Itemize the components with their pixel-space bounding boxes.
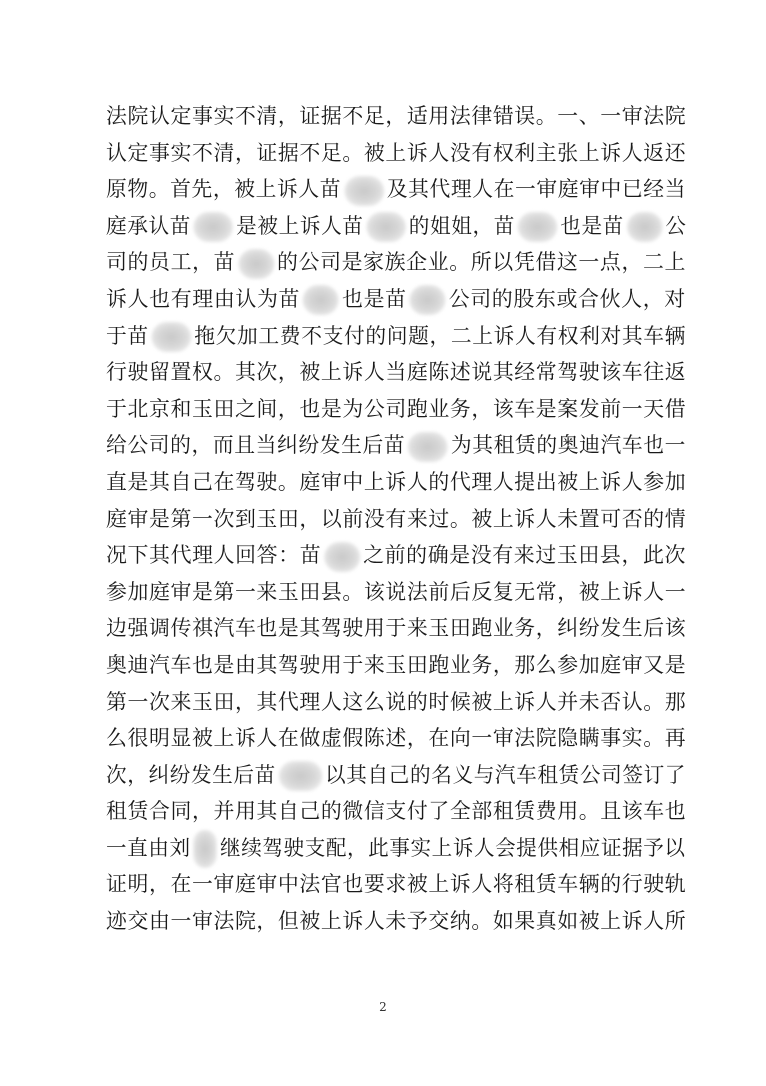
text-line-6: 诉人也有理由认为苗 也是苗 公司的股东或合伙人，对 (106, 281, 685, 318)
text-line-18: 么很明显被上诉人在做虚假陈述，在向一审法院隐瞒事实。再 (106, 726, 687, 751)
redaction-blur (279, 761, 322, 791)
redaction-blur (518, 212, 557, 242)
text-line-4: 庭承认苗 是被上诉人苗 的姐姐，苗 也是苗 公 (106, 208, 676, 245)
text-line-21: 一直由刘 继续驾驶支配，此事实上诉人会提供相应证据予以 (106, 830, 674, 867)
document-body (106, 98, 686, 940)
redaction-blur (344, 176, 384, 206)
redaction-blur (238, 249, 274, 279)
text-line-3: 原物。首先，被上诉人苗 及其代理人在一审庭审中已经当 (106, 171, 680, 208)
text-line-13: 况下其代理人回答：苗 之前的确是没有来过玉田县，此次 (106, 537, 684, 574)
redaction-blur (194, 830, 218, 868)
text-line-15: 边强调传祺汽车也是其驾驶用于来玉田跑业务，纠纷发生后该 (106, 616, 687, 641)
text-line-5: 司的员工，苗 的公司是家族企业。所以凭借这一点，二上 (106, 244, 684, 281)
text-line-17: 第一次来玉田，其代理人这么说的时候被上诉人并未否认。那 (106, 689, 687, 714)
text-line-23: 迹交由一审法院，但被上诉人未予交纳。如果真如被上诉人所 (106, 909, 687, 934)
text-line-12: 庭审是第一次到玉田，以前没有来过。被上诉人未置可否的情 (106, 506, 687, 531)
text-line-8: 行驶留置权。其次，被上诉人当庭陈述说其经常驾驶该车往返 (106, 360, 687, 385)
redaction-blur (627, 212, 662, 242)
redaction-blur (324, 542, 360, 572)
redaction-blur (303, 285, 339, 315)
text-line-11: 直是其自己在驾驶。庭审中上诉人的代理人提出被上诉人参加 (106, 469, 687, 494)
text-line-20: 租赁合同，并用其自己的微信支付了全部租赁费用。且该车也 (106, 799, 687, 824)
text-line-14: 参加庭审是第一来玉田县。该说法前后反复无常，被上诉人一 (106, 579, 687, 604)
text-line-1: 法院认定事实不清，证据不足，适用法律错误。一、一审法院 (106, 104, 687, 128)
redaction-blur (410, 285, 446, 315)
redaction-blur (408, 432, 448, 462)
redaction-blur (194, 212, 233, 242)
text-line-16: 奥迪汽车也是由其驾驶用于来玉田跑业务，那么参加庭审又是 (106, 652, 687, 677)
text-line-9: 于北京和玉田之间，也是为公司跑业务，该车是案发前一天借 (106, 396, 687, 421)
text-line-2: 认定事实不清，证据不足。被上诉人没有权利主张上诉人返还 (106, 140, 687, 165)
text-line-10: 给公司的，而且当纠纷发生后苗 为其租赁的奥迪汽车也一 (106, 427, 680, 464)
redaction-blur (367, 212, 406, 242)
redaction-blur (152, 322, 192, 352)
text-line-22: 证明，在一审庭审中法官也要求被上诉人将租赁车辆的行驶轨 (106, 872, 687, 897)
page-number: 2 (379, 1000, 387, 1014)
text-line-7: 于苗 拖欠加工费不支付的问题，二上诉人有权利对其车辆 (106, 318, 680, 355)
text-line-19: 次，纠纷发生后苗 以其自己的名义与汽车租赁公司签订了 (106, 757, 676, 794)
